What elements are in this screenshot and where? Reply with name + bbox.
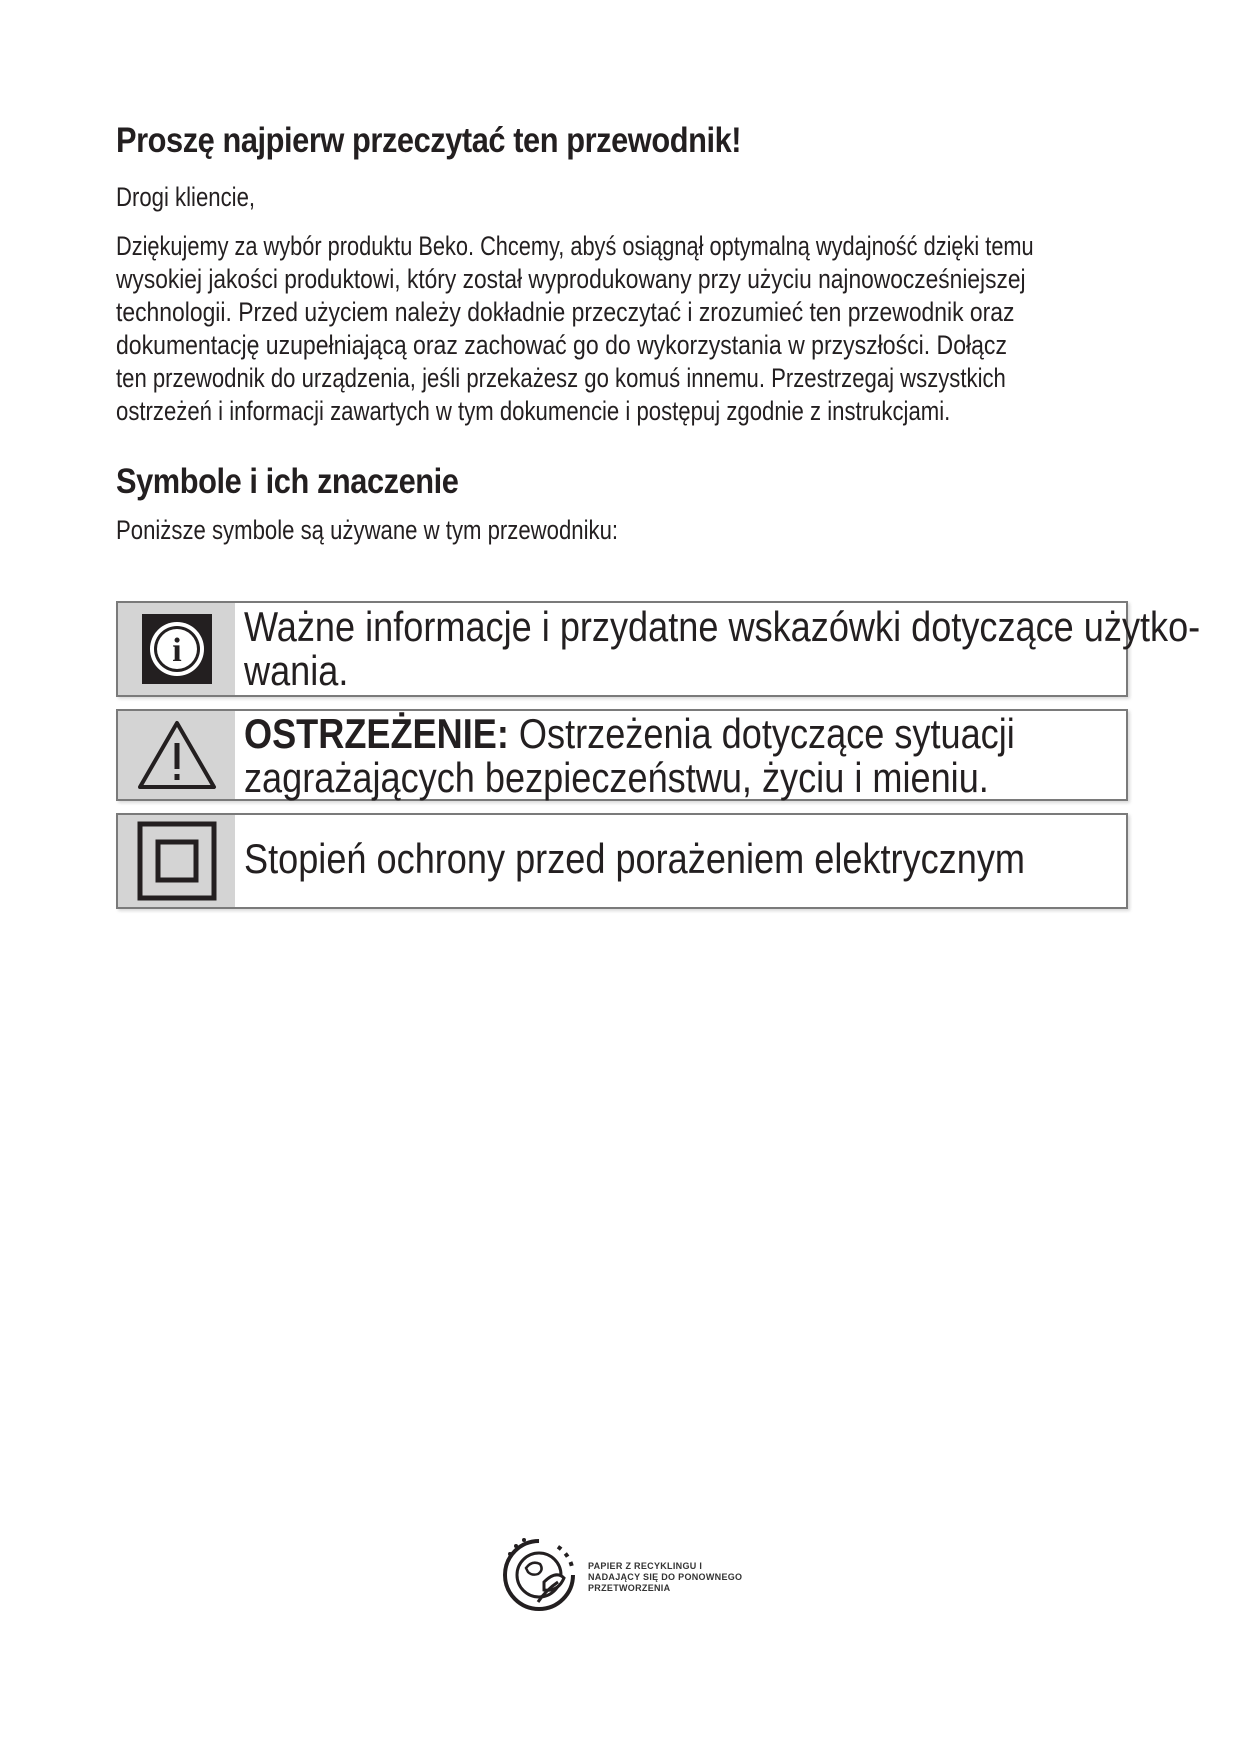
symbols-intro: Poniższe symbole są używane w tym przewodniku:	[116, 515, 619, 545]
eco-label-line: NADAJĄCY SIĘ DO PONOWNEGO	[588, 1572, 743, 1582]
svg-text:i: i	[171, 632, 182, 669]
eco-label	[588, 1561, 758, 1594]
warning-icon	[136, 719, 218, 791]
symbol-row-info	[116, 601, 1201, 697]
eco-label-line: PAPIER Z RECYKLINGU I	[588, 1561, 703, 1571]
info-icon	[142, 614, 212, 684]
page-heading: Proszę najpierw przeczytać ten przewodnik!	[116, 121, 742, 160]
recycled-paper-icon	[498, 1530, 580, 1618]
symbol-text-line: Ważne informacje i przydatne wskazówki dotyczące użytko-	[244, 603, 1201, 650]
symbol-text-line: zagrażających bezpieczeństwu, życiu i mieniu.	[244, 754, 989, 801]
symbol-text	[244, 603, 1201, 694]
symbol-icon-cell	[118, 711, 235, 799]
intro-line: ostrzeżeń i informacji zawartych w tym dokumencie i postępuj zgodnie z instrukcjami.	[116, 396, 951, 426]
symbol-text-line	[244, 710, 1015, 757]
warning-text: Ostrzeżenia dotyczące sytuacji	[508, 710, 1015, 757]
symbols-heading: Symbole i ich znaczenie	[116, 462, 459, 501]
symbol-icon-cell	[118, 603, 235, 695]
symbol-row-warning	[116, 709, 1128, 801]
intro-line: wysokiej jakości produktowi, który został wyprodukowany przy użyciu najnowocześniejszej	[116, 264, 1026, 294]
symbol-text	[244, 710, 1015, 801]
symbol-text: Stopień ochrony przed porażeniem elektrycznym	[244, 835, 1025, 882]
greeting: Drogi kliencie,	[116, 182, 256, 212]
intro-paragraph	[116, 230, 1126, 428]
double-insulation-icon	[137, 821, 217, 901]
intro-line: dokumentację uzupełniającą oraz zachować go do wykorzystania w przyszłości. Dołącz	[116, 330, 1007, 360]
warning-label: OSTRZEŻENIE:	[244, 710, 509, 757]
intro-line: ten przewodnik do urządzenia, jeśli przekażesz go komuś innemu. Przestrzegaj wszystkich	[116, 363, 1006, 393]
symbol-text-line: wania.	[244, 647, 349, 694]
symbol-row-protection	[116, 813, 1128, 909]
intro-line: Dziękujemy za wybór produktu Beko. Chcemy, abyś osiągnął optymalną wydajność dzięki temu	[116, 231, 1034, 261]
symbol-icon-cell	[118, 815, 235, 907]
intro-line: technologii. Przed użyciem należy dokładnie przeczytać i zrozumieć ten przewodnik oraz	[116, 297, 1015, 327]
eco-label-line: PRZETWORZENIA	[588, 1583, 671, 1593]
